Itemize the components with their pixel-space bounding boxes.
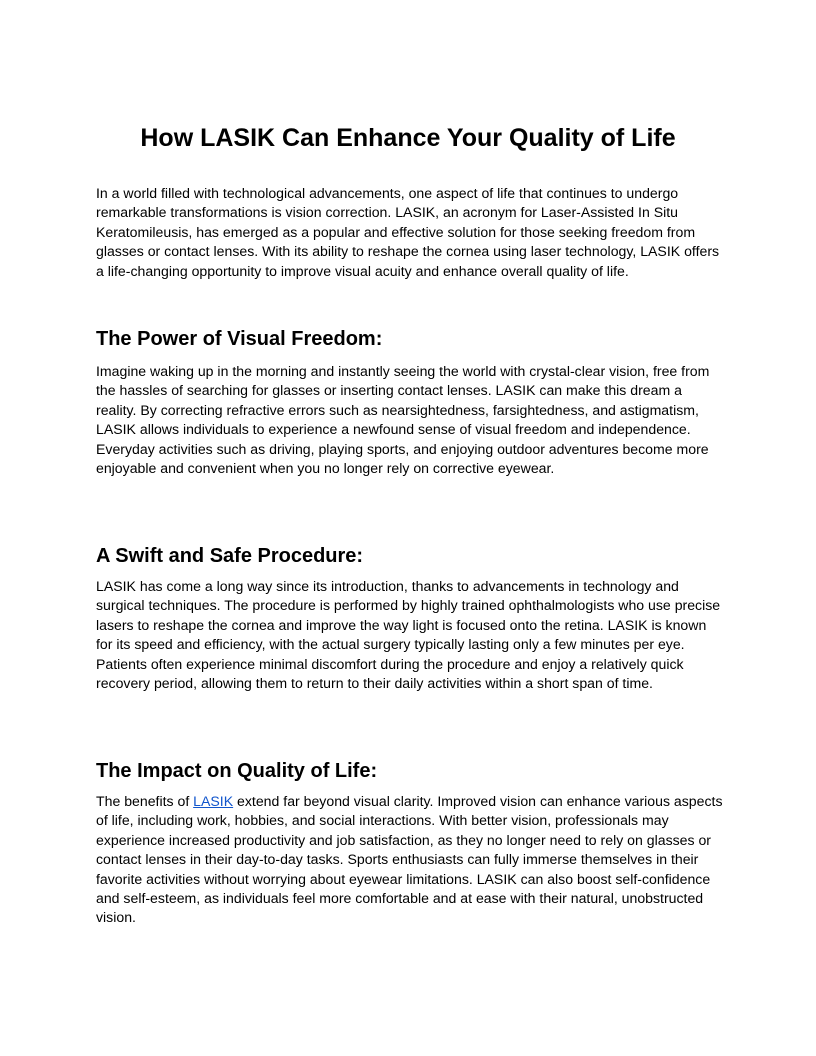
body-text-before-link: The benefits of — [96, 793, 194, 809]
document-title: How LASIK Can Enhance Your Quality of Life — [140, 124, 676, 152]
section-heading-visual-freedom: The Power of Visual Freedom: — [96, 328, 383, 350]
section-body-visual-freedom: Imagine waking up in the morning and instantly seeing the world with crystal-clear vision, free from the hassles of searching for glasses or inserting contact lenses. LASIK can make this dream a reality. By correcting refractive errors such as nearsightedness, farsightedness, and astigmatism, LASIK allows individuals to experience a newfound sense of visual freedom and independence. Everyday activities such as driving, playing sports, and enjoying outdoor adventures become more enjoyable and convenient when you no longer rely on corrective eyewear. — [96, 363, 710, 477]
body-text-after-link: extend far beyond visual clarity. Improved vision can enhance various aspects of life, including work, hobbies, and social interactions. With better vision, professionals may experience increased productivity and job satisfaction, as they no longer need to rely on glasses or contact lenses in their day-to-day tasks. Sports enthusiasts can fully immerse themselves in their favorite activities without worrying about eyewear limitations. LASIK can also boost self-confidence and self-esteem, as individuals feel more comfortable and at ease with their natural, unobstructed vision. — [96, 793, 723, 926]
section-heading-quality-of-life: The Impact on Quality of Life: — [96, 760, 378, 782]
section-body-swift-safe-procedure: LASIK has come a long way since its introduction, thanks to advancements in technology and surgical techniques. The procedure is performed by highly trained ophthalmologists who use precise lasers to reshape the cornea and improve the way light is focused onto the retina. LASIK is known for its speed and efficiency, with the actual surgery typically lasting only a few minutes per eye. Patients often experience minimal discomfort during the procedure and enjoy a relatively quick recovery period, allowing them to return to their daily activities within a short span of time. — [96, 578, 721, 692]
section-heading-swift-safe-procedure: A Swift and Safe Procedure: — [96, 545, 364, 567]
section-body-quality-of-life — [96, 792, 724, 928]
intro-paragraph: In a world filled with technological advancements, one aspect of life that continues to undergo remarkable transformations is vision correction. LASIK, an acronym for Laser-Assisted In Situ Keratomileusis, has emerged as a popular and effective solution for those seeking freedom from glasses or contact lenses. With its ability to reshape the cornea using laser technology, LASIK offers a life-changing opportunity to improve visual acuity and enhance overall quality of life. — [96, 185, 720, 279]
lasik-link[interactable]: LASIK — [193, 793, 234, 809]
